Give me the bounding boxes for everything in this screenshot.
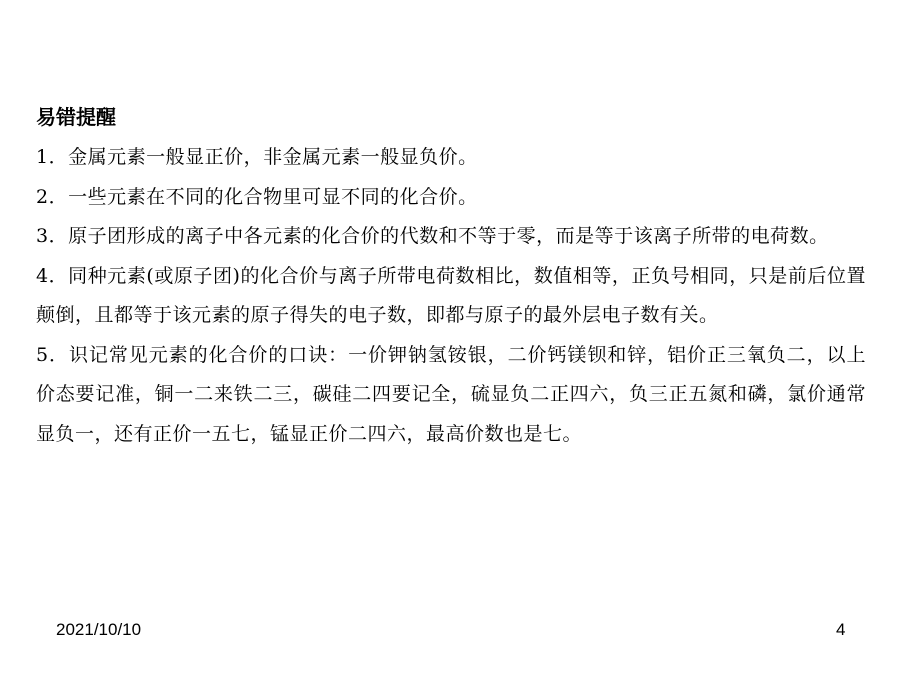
list-item: 5．识记常见元素的化合价的口诀：一价钾钠氢铵银，二价钙镁钡和锌，铝价正三氧负二，以上价态要记准，铜一二来铁二三，碳硅二四要记全，硫显负二正四六，负三正五氮和磷，氯价通常显负一，还有正价一五七，锰显正价二四六，最高价数也是七。	[36, 343, 866, 445]
list-item: 4．同种元素(或原子团)的化合价与离子所带电荷数相比，数值相等，正负号相同，只是前后位置颠倒，且都等于该元素的原子得失的电子数，即都与原子的最外层电子数有关。	[36, 264, 866, 326]
page-number: 4	[836, 620, 846, 639]
list-item: 1．金属元素一般显正价，非金属元素一般显负价。	[36, 146, 478, 168]
slide-heading: 易错提醒	[36, 105, 116, 129]
slide-content	[36, 100, 866, 454]
footer-date: 2021/10/10	[56, 620, 142, 639]
list-item: 2．一些元素在不同的化合物里可显不同的化合价。	[36, 185, 478, 208]
list-item: 3．原子团形成的离子中各元素的化合价的代数和不等于零，而是等于该离子所带的电荷数。	[36, 225, 829, 247]
